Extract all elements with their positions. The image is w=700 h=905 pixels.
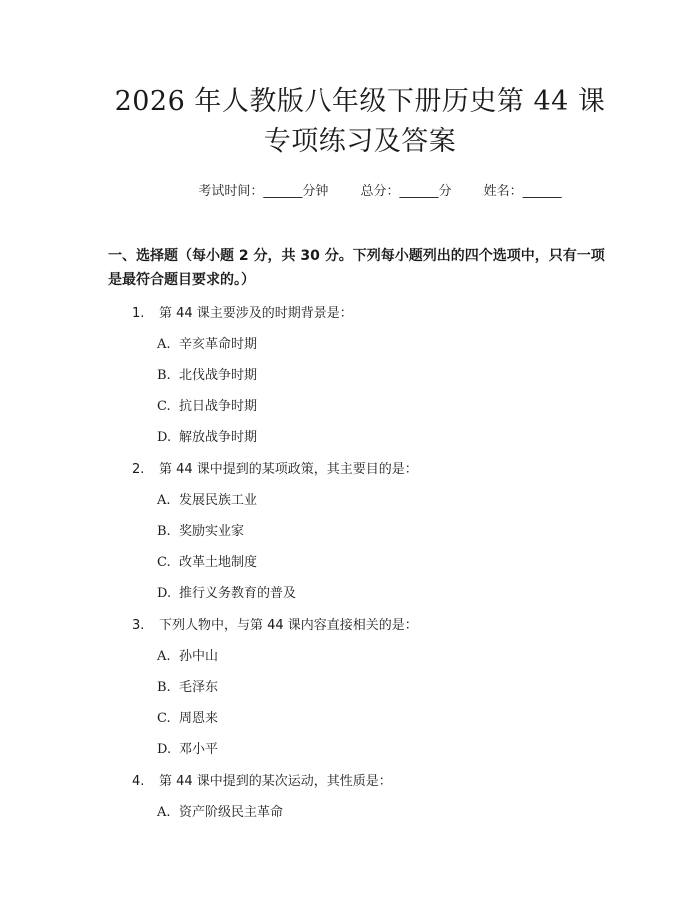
option-letter: A. (157, 493, 171, 508)
question-text: 第 44 课主要涉及的时期背景是： (159, 306, 353, 321)
option-letter: D. (157, 742, 172, 757)
question-number: 3. (132, 618, 145, 633)
question-number: 4. (132, 774, 145, 789)
option-text: 毛泽东 (179, 680, 219, 695)
option (108, 491, 612, 511)
exam-time: 考试时间：______分钟 (198, 184, 329, 199)
option-text: 抗日战争时期 (179, 399, 258, 414)
option (108, 803, 612, 823)
option-letter: A. (157, 805, 171, 820)
option-text: 改革土地制度 (179, 555, 258, 570)
option (108, 397, 612, 417)
student-name: 姓名：______ (483, 184, 562, 199)
total-score: 总分：______分 (360, 184, 452, 199)
question (108, 460, 612, 480)
option-letter: A. (157, 649, 171, 664)
question (108, 772, 612, 792)
question-text: 第 44 课中提到的某项政策，其主要目的是： (159, 462, 418, 477)
option-text: 北伐战争时期 (179, 368, 258, 383)
exam-meta (108, 182, 612, 202)
option-text: 奖励实业家 (179, 524, 245, 539)
option (108, 553, 612, 573)
option (108, 335, 612, 355)
option (108, 428, 612, 448)
question-text: 下列人物中，与第 44 课内容直接相关的是： (159, 618, 418, 633)
option (108, 678, 612, 698)
question-text: 第 44 课中提到的某次运动，其性质是： (159, 774, 392, 789)
option (108, 522, 612, 542)
question (108, 304, 612, 324)
document-title: 2026 年人教版八年级下册历史第 44 课专项练习及答案 (114, 86, 606, 157)
option (108, 584, 612, 604)
option-letter: B. (157, 524, 171, 539)
option-letter: C. (157, 711, 171, 726)
option-text: 推行义务教育的普及 (179, 586, 297, 601)
option-letter: D. (157, 586, 172, 601)
option-letter: C. (157, 399, 171, 414)
option-text: 解放战争时期 (179, 430, 258, 445)
option-text: 周恩来 (179, 711, 219, 726)
option-letter: A. (157, 337, 171, 352)
question-number: 2. (132, 462, 145, 477)
section-heading: 一、选择题（每小题 2 分，共 30 分。下列每小题列出的四个选项中，只有一项是最符合题目要求的。） (108, 248, 605, 288)
option-text: 邓小平 (179, 742, 219, 757)
option-letter: C. (157, 555, 171, 570)
option (108, 647, 612, 667)
option (108, 740, 612, 760)
option-text: 辛亥革命时期 (179, 337, 258, 352)
question-number: 1. (132, 306, 145, 321)
option (108, 366, 612, 386)
question (108, 616, 612, 636)
option-text: 发展民族工业 (179, 493, 258, 508)
option-letter: D. (157, 430, 172, 445)
question-list (108, 304, 612, 823)
option (108, 709, 612, 729)
option-text: 孙中山 (179, 649, 219, 664)
option-text: 资产阶级民主革命 (179, 805, 284, 820)
option-letter: B. (157, 368, 171, 383)
option-letter: B. (157, 680, 171, 695)
